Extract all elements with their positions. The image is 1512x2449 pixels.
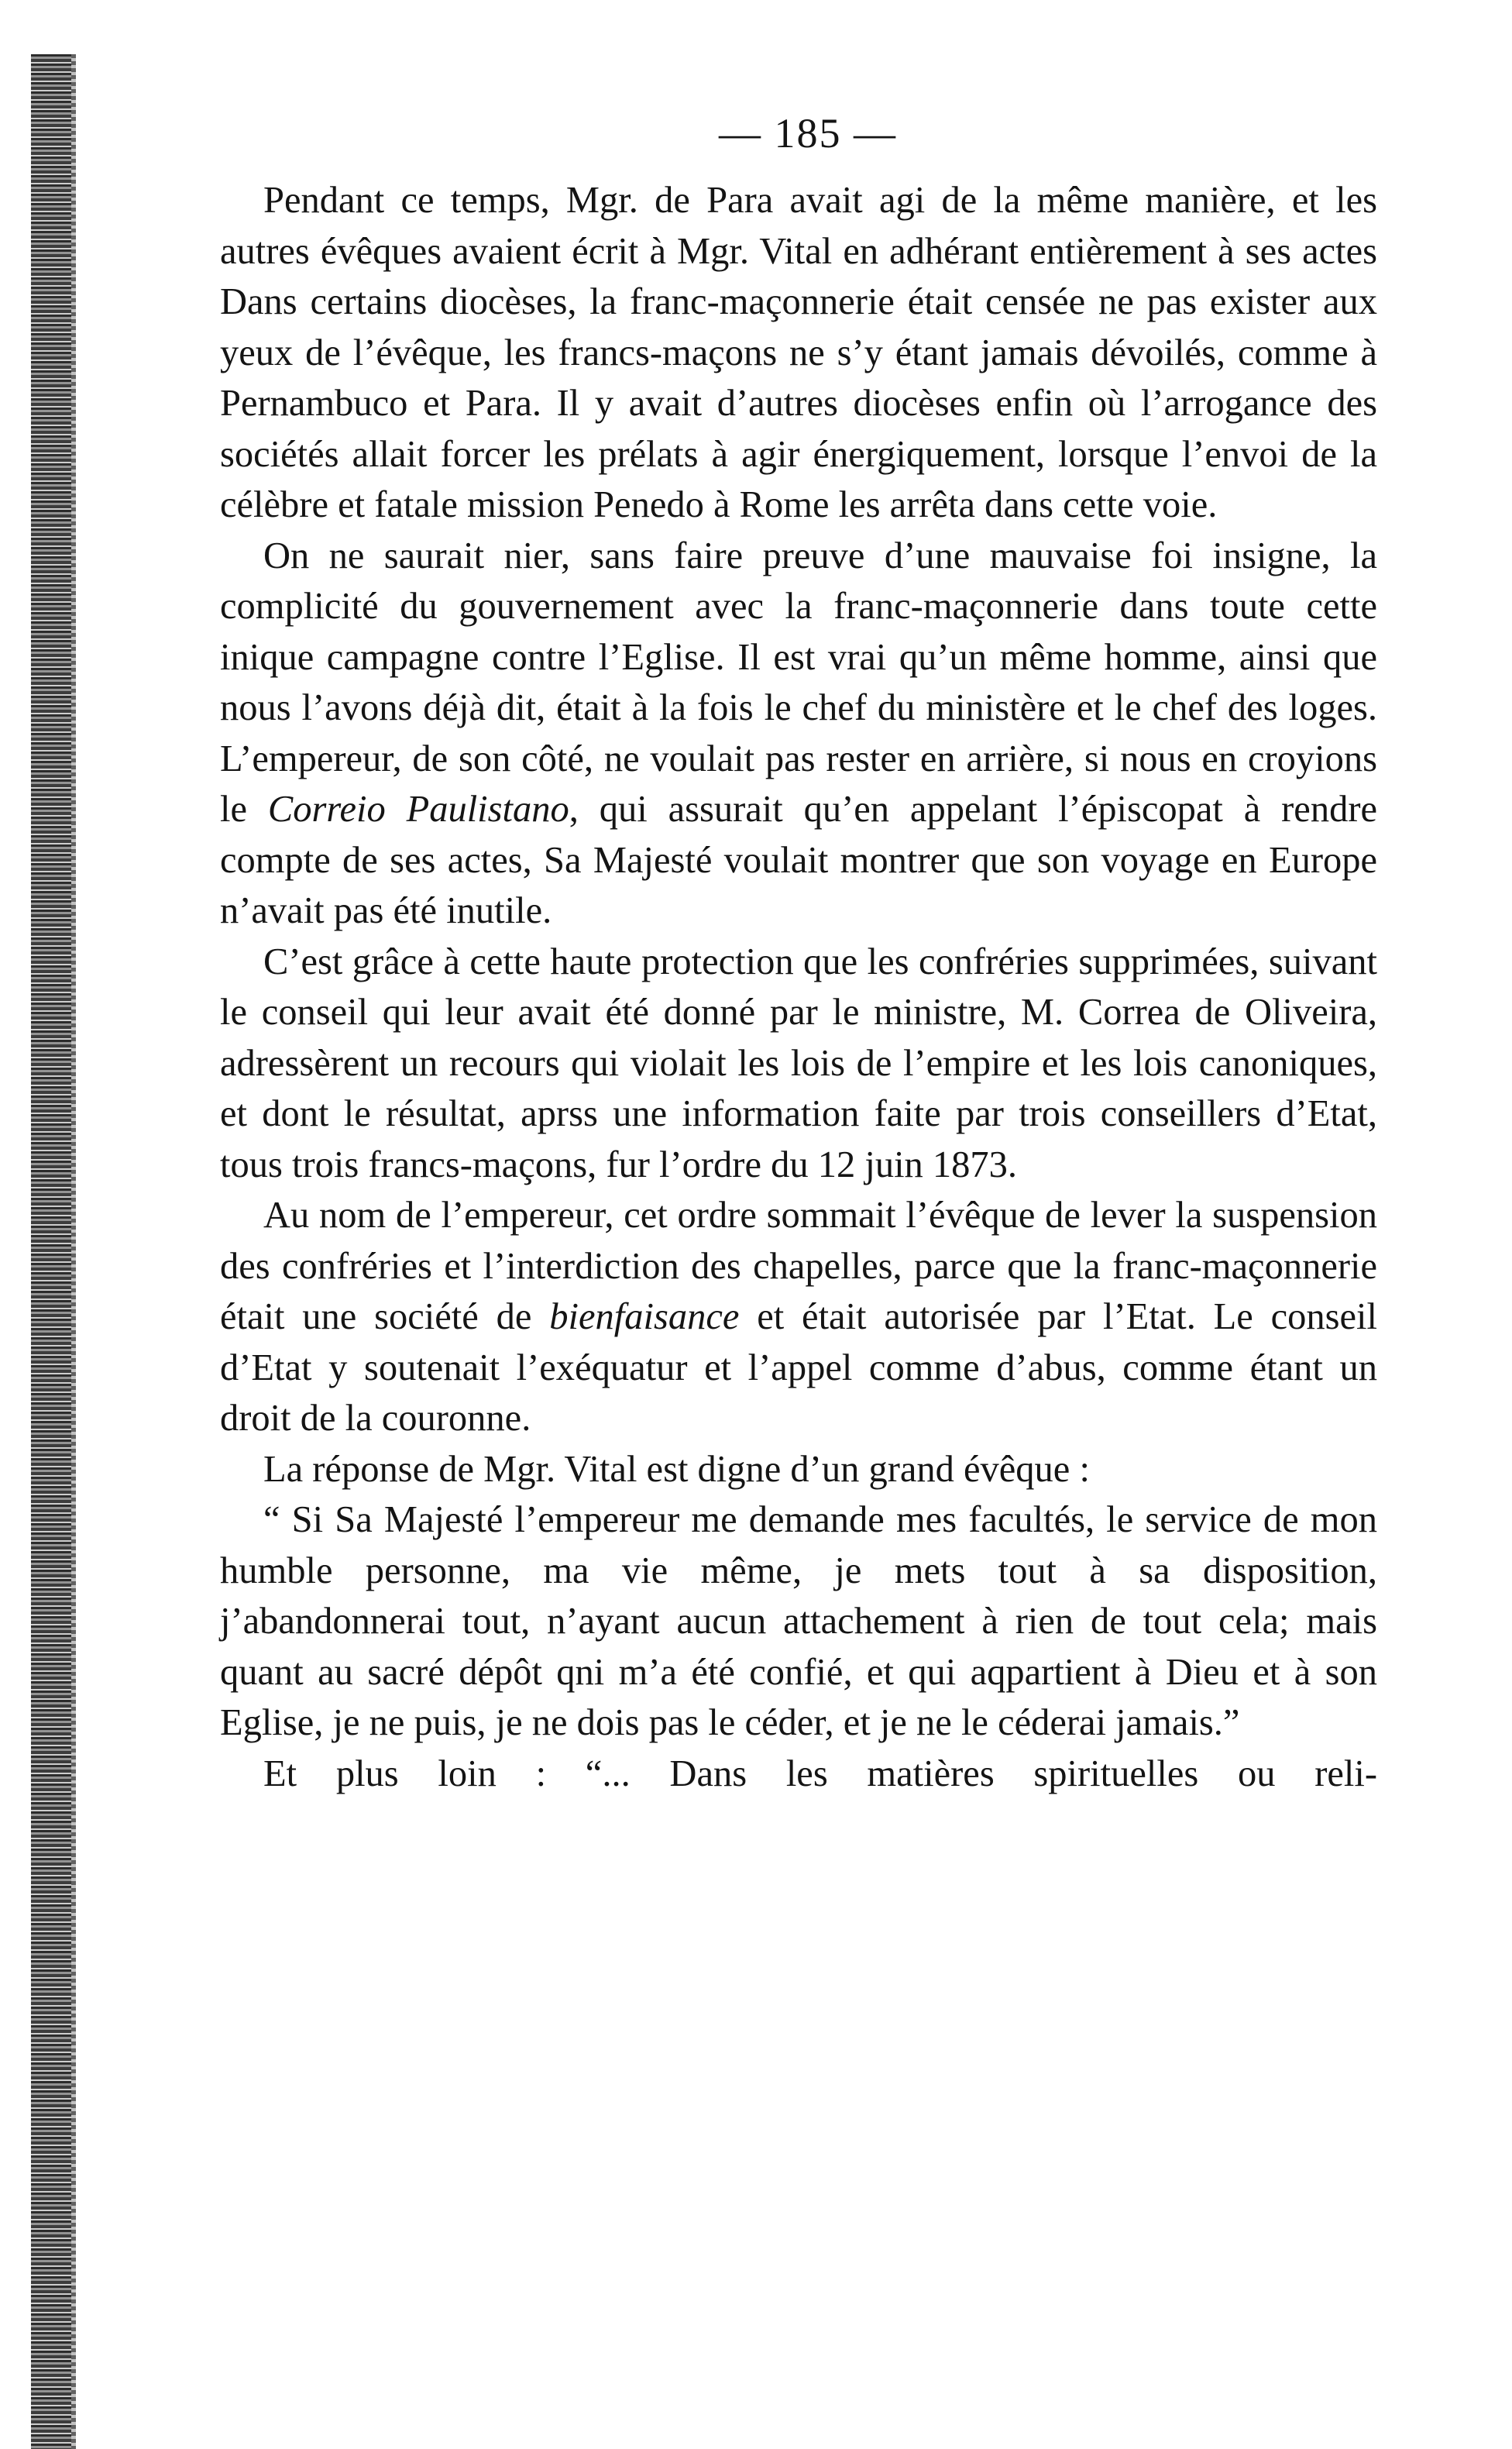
book-binding-edge (31, 54, 71, 2449)
paragraph-1: Pendant ce temps, Mgr. de Para avait agi de la même manière, et les autres évêques avaient écrit à Mgr. Vital en adhérant entièrement à ses actes Dans certains diocèses, la franc-maçonnerie était censée ne pas exister aux yeux de l’évêque, les francs-maçons ne s’y étant jamais dévoilés, comme à Pernambuco et Para. Il y avait d’autres diocèses enfin où l’arrogance des sociétés allait forcer les prélats à agir énergiquement, lorsque l’envoi de la célèbre et fatale mission Penedo à Rome les arrêta dans cette voie. (220, 180, 1377, 525)
bienfaisance-italic: bienfaisance (549, 1296, 740, 1337)
paragraph-4-text-before: Au nom de l’empereur, cet ordre sommait l’évêque de lever la suspension des confréries et l’interdiction des chapelles, parce que la franc-maçonnerie était une société de (220, 1195, 1377, 1337)
paragraph-2-text-before: On ne saurait nier, sans faire preuve d’une mauvaise foi insigne, la complicité du gouvernement avec la franc-maçonnerie dans toute cette inique campagne contre l’Eglise. Il est vrai qu’un même homme, ainsi que nous l’avons déjà dit, était à la fois le chef du ministère et le chef des loges. L’empereur, de son côté, ne voulait pas rester en arrière, si nous en croyions le (220, 535, 1377, 830)
paragraph-4-text-after: et était autorisée par l’Etat. Le conseil d’Etat y soutenait l’exéquatur et l’appel comme d’abus, comme étant un droit de la couronne. (220, 1296, 1378, 1439)
paragraph-2 (220, 531, 1377, 937)
paragraph-7: Et plus loin : “... Dans les matières spirituelles ou reli- (263, 1752, 1377, 1794)
book-page (220, 108, 1377, 1799)
page-number: — 185 — (719, 110, 897, 157)
paragraph-2-text-after: , qui assurait qu’en appelant l’épiscopat à rendre compte de ses actes, Sa Majesté voulait montrer que son voyage en Europe n’avait pas été inutile. (220, 789, 1377, 931)
paragraph-6-quotation: “ Si Sa Majesté l’empereur me demande mes facultés, le service de mon humble personne, ma vie même, je mets tout à sa disposition, j’abandonnerai tout, n’ayant aucun attachement à rien de tout cela; mais quant au sacré dépôt qni m’a été confié, et qui aqpartient à Dieu et à son Eglise, je ne puis, je ne dois pas le céder, et je ne le céderai jamais.” (220, 1499, 1377, 1743)
page-body-text (220, 175, 1377, 1799)
paragraph-5: La réponse de Mgr. Vital est digne d’un grand évêque : (263, 1448, 1090, 1490)
paragraph-3: C’est grâce à cette haute protection que les confréries supprimées, suivant le conseil qui leur avait été donné par le ministre, M. Correa de Oliveira, adressèrent un recours qui violait les lois de l’empire et les lois canoniques, et dont le résultat, aprss une information faite par trois conseillers d’Etat, tous trois francs-maçons, fur l’ordre du 12 juin 1873. (220, 941, 1377, 1185)
paragraph-4 (220, 1190, 1377, 1444)
newspaper-title-italic: Correio Paulistano (267, 789, 569, 830)
